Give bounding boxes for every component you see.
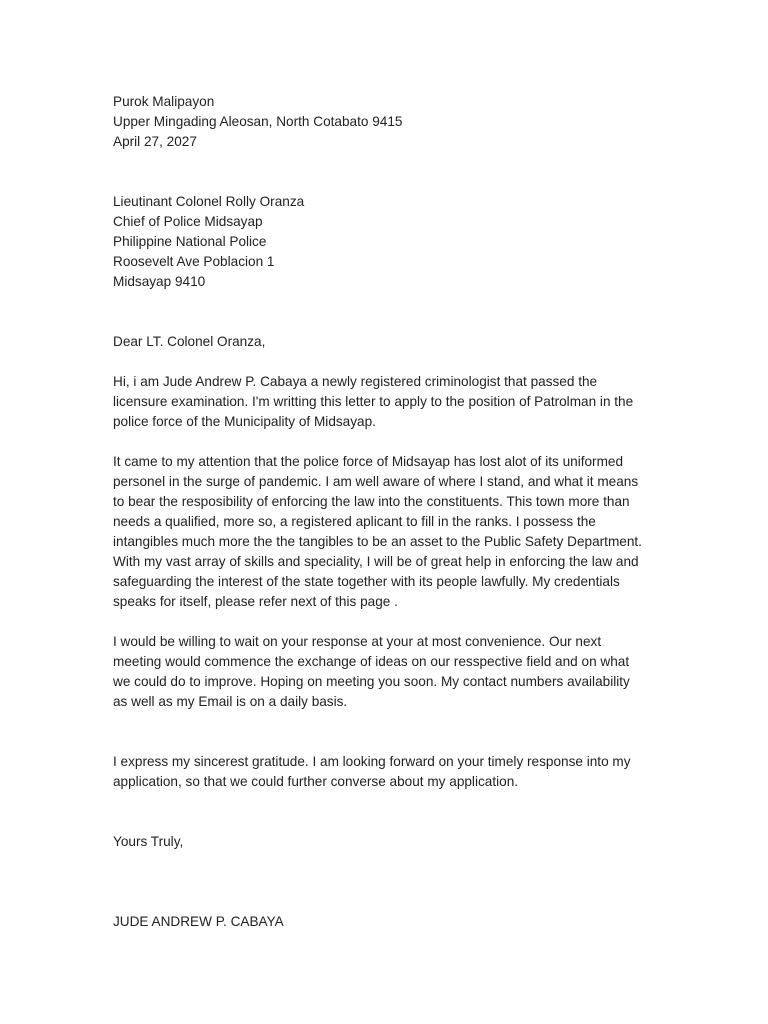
paragraph-line: meeting would commence the exchange of ideas on our resspective field and on what <box>113 654 630 669</box>
paragraph-line: With my vast array of skills and speciality, I will be of great help in enforcing the law and <box>113 554 639 569</box>
letter-page <box>113 92 658 932</box>
recipient-title: Chief of Police Midsayap <box>113 214 263 229</box>
recipient-street: Roosevelt Ave Poblacion 1 <box>113 254 275 269</box>
paragraph-line: It came to my attention that the police force of Midsayap has lost alot of its uniformed <box>113 454 624 469</box>
recipient-organization: Philippine National Police <box>113 234 267 249</box>
body-paragraph-4 <box>113 752 658 792</box>
paragraph-line: we could do to improve. Hoping on meeting you soon. My contact numbers availability <box>113 674 630 689</box>
sender-address-line: Upper Mingading Aleosan, North Cotabato 9415 <box>113 114 403 129</box>
paragraph-line: safeguarding the interest of the state together with its people lawfully. My credentials <box>113 574 620 589</box>
letter-date: April 27, 2027 <box>113 134 197 149</box>
paragraph-line: I would be willing to wait on your response at your at most convenience. Our next <box>113 634 602 649</box>
paragraph-line: personel in the surge of pandemic. I am well aware of where I stand, and what it means <box>113 474 639 489</box>
recipient-address <box>113 192 658 292</box>
signature-name: JUDE ANDREW P. CABAYA <box>113 914 284 929</box>
body-paragraph-3 <box>113 632 658 712</box>
sender-address <box>113 92 658 152</box>
body-paragraph-1 <box>113 372 658 432</box>
paragraph-line: intangibles much more the the tangibles to be an asset to the Public Safety Department. <box>113 534 642 549</box>
sender-address-line: Purok Malipayon <box>113 94 215 109</box>
recipient-name: Lieutinant Colonel Rolly Oranza <box>113 194 305 209</box>
salutation: Dear LT. Colonel Oranza, <box>113 334 266 349</box>
paragraph-line: as well as my Email is on a daily basis. <box>113 694 348 709</box>
paragraph-line: I express my sincerest gratitude. I am looking forward on your timely response into my <box>113 754 631 769</box>
closing: Yours Truly, <box>113 834 184 849</box>
body-paragraph-2 <box>113 452 658 612</box>
paragraph-line: licensure examination. I'm writting this letter to apply to the position of Patrolman in the <box>113 394 634 409</box>
recipient-city: Midsayap 9410 <box>113 274 206 289</box>
paragraph-line: police force of the Municipality of Midsayap. <box>113 414 376 429</box>
paragraph-line: needs a qualified, more so, a registered aplicant to fill in the ranks. I possess the <box>113 514 596 529</box>
paragraph-line: speaks for itself, please refer next of this page . <box>113 594 398 609</box>
paragraph-line: application, so that we could further converse about my application. <box>113 774 519 789</box>
paragraph-line: Hi, i am Jude Andrew P. Cabaya a newly registered criminologist that passed the <box>113 374 598 389</box>
paragraph-line: to bear the resposibility of enforcing the law into the constituents. This town more than <box>113 494 630 509</box>
